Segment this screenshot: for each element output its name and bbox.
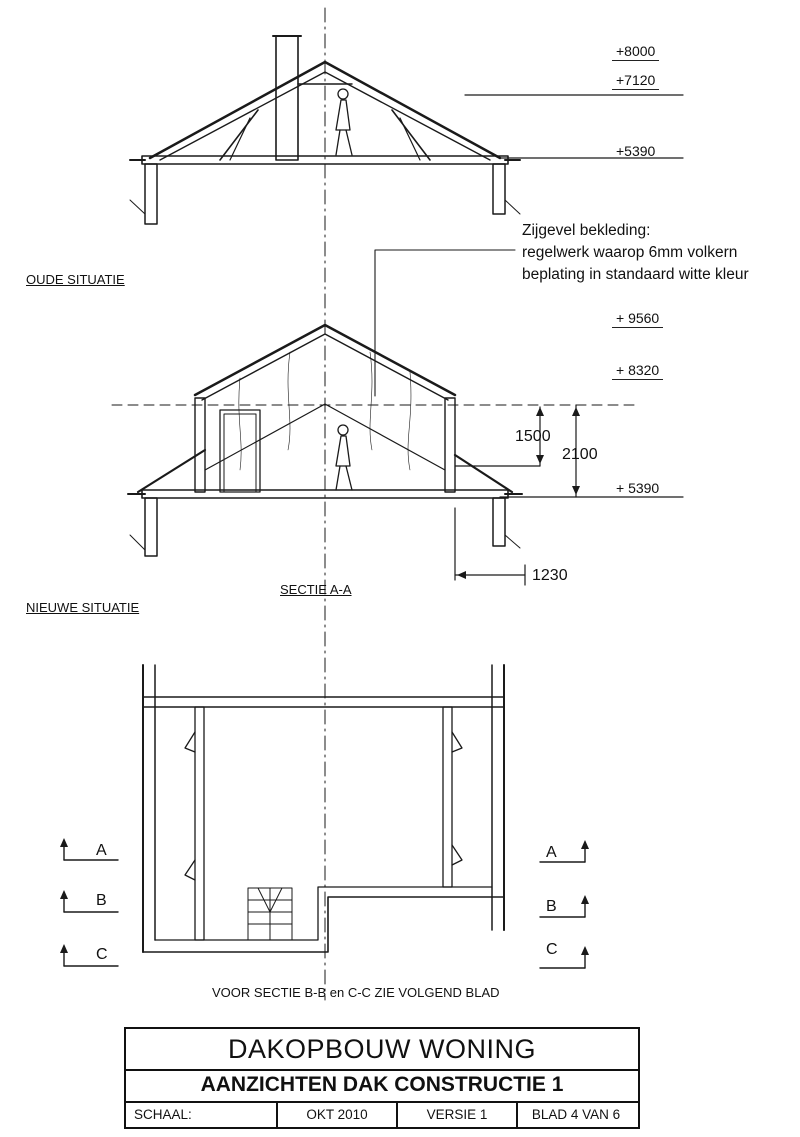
section-a-a-label: SECTIE A-A xyxy=(280,582,352,597)
section-mark-right-c: C xyxy=(546,941,558,958)
scale-label: SCHAAL: xyxy=(126,1101,278,1127)
note-leader xyxy=(375,250,515,396)
note-line-2: regelwerk waarop 6mm volkern xyxy=(522,244,738,261)
level-old-2: +7120 xyxy=(612,72,659,90)
title-block-meta xyxy=(126,1101,638,1127)
section-mark-right-a: A xyxy=(546,844,557,861)
cladding-note xyxy=(522,220,749,286)
dimension-1230: 1230 xyxy=(532,567,568,584)
section-mark-left-b: B xyxy=(96,892,107,909)
new-situation-label: NIEUWE SITUATIE xyxy=(26,600,140,615)
section-mark-left-c: C xyxy=(96,946,108,963)
version-value: VERSIE 1 xyxy=(398,1101,518,1127)
dimension-2100: 2100 xyxy=(562,446,598,463)
note-line-1: Zijgevel bekleding: xyxy=(522,222,651,239)
level-old-3: +5390 xyxy=(616,143,656,159)
old-situation-label: OUDE SITUATIE xyxy=(26,272,125,287)
sheet-value: BLAD 4 VAN 6 xyxy=(531,1106,621,1122)
date-value: OKT 2010 xyxy=(278,1101,398,1127)
section-mark-left-a: A xyxy=(96,842,107,859)
level-new-2: + 8320 xyxy=(612,362,663,380)
drawing-subtitle: AANZICHTEN DAK CONSTRUCTIE 1 xyxy=(126,1069,638,1103)
level-new-3: + 5390 xyxy=(616,480,660,496)
footer-note: VOOR SECTIE B-B en C-C ZIE VOLGEND BLAD xyxy=(212,985,500,1000)
level-old-1: +8000 xyxy=(612,43,659,61)
drawing-title: DAKOPBOUW WONING xyxy=(126,1029,638,1071)
dimension-1500: 1500 xyxy=(515,428,551,445)
section-marks-left xyxy=(64,840,118,966)
section-mark-right-b: B xyxy=(546,898,557,915)
floor-plan xyxy=(143,665,504,952)
note-line-3: beplating in standaard witte kleur xyxy=(522,266,749,283)
level-new-1: + 9560 xyxy=(612,310,663,328)
title-block xyxy=(124,1027,640,1129)
